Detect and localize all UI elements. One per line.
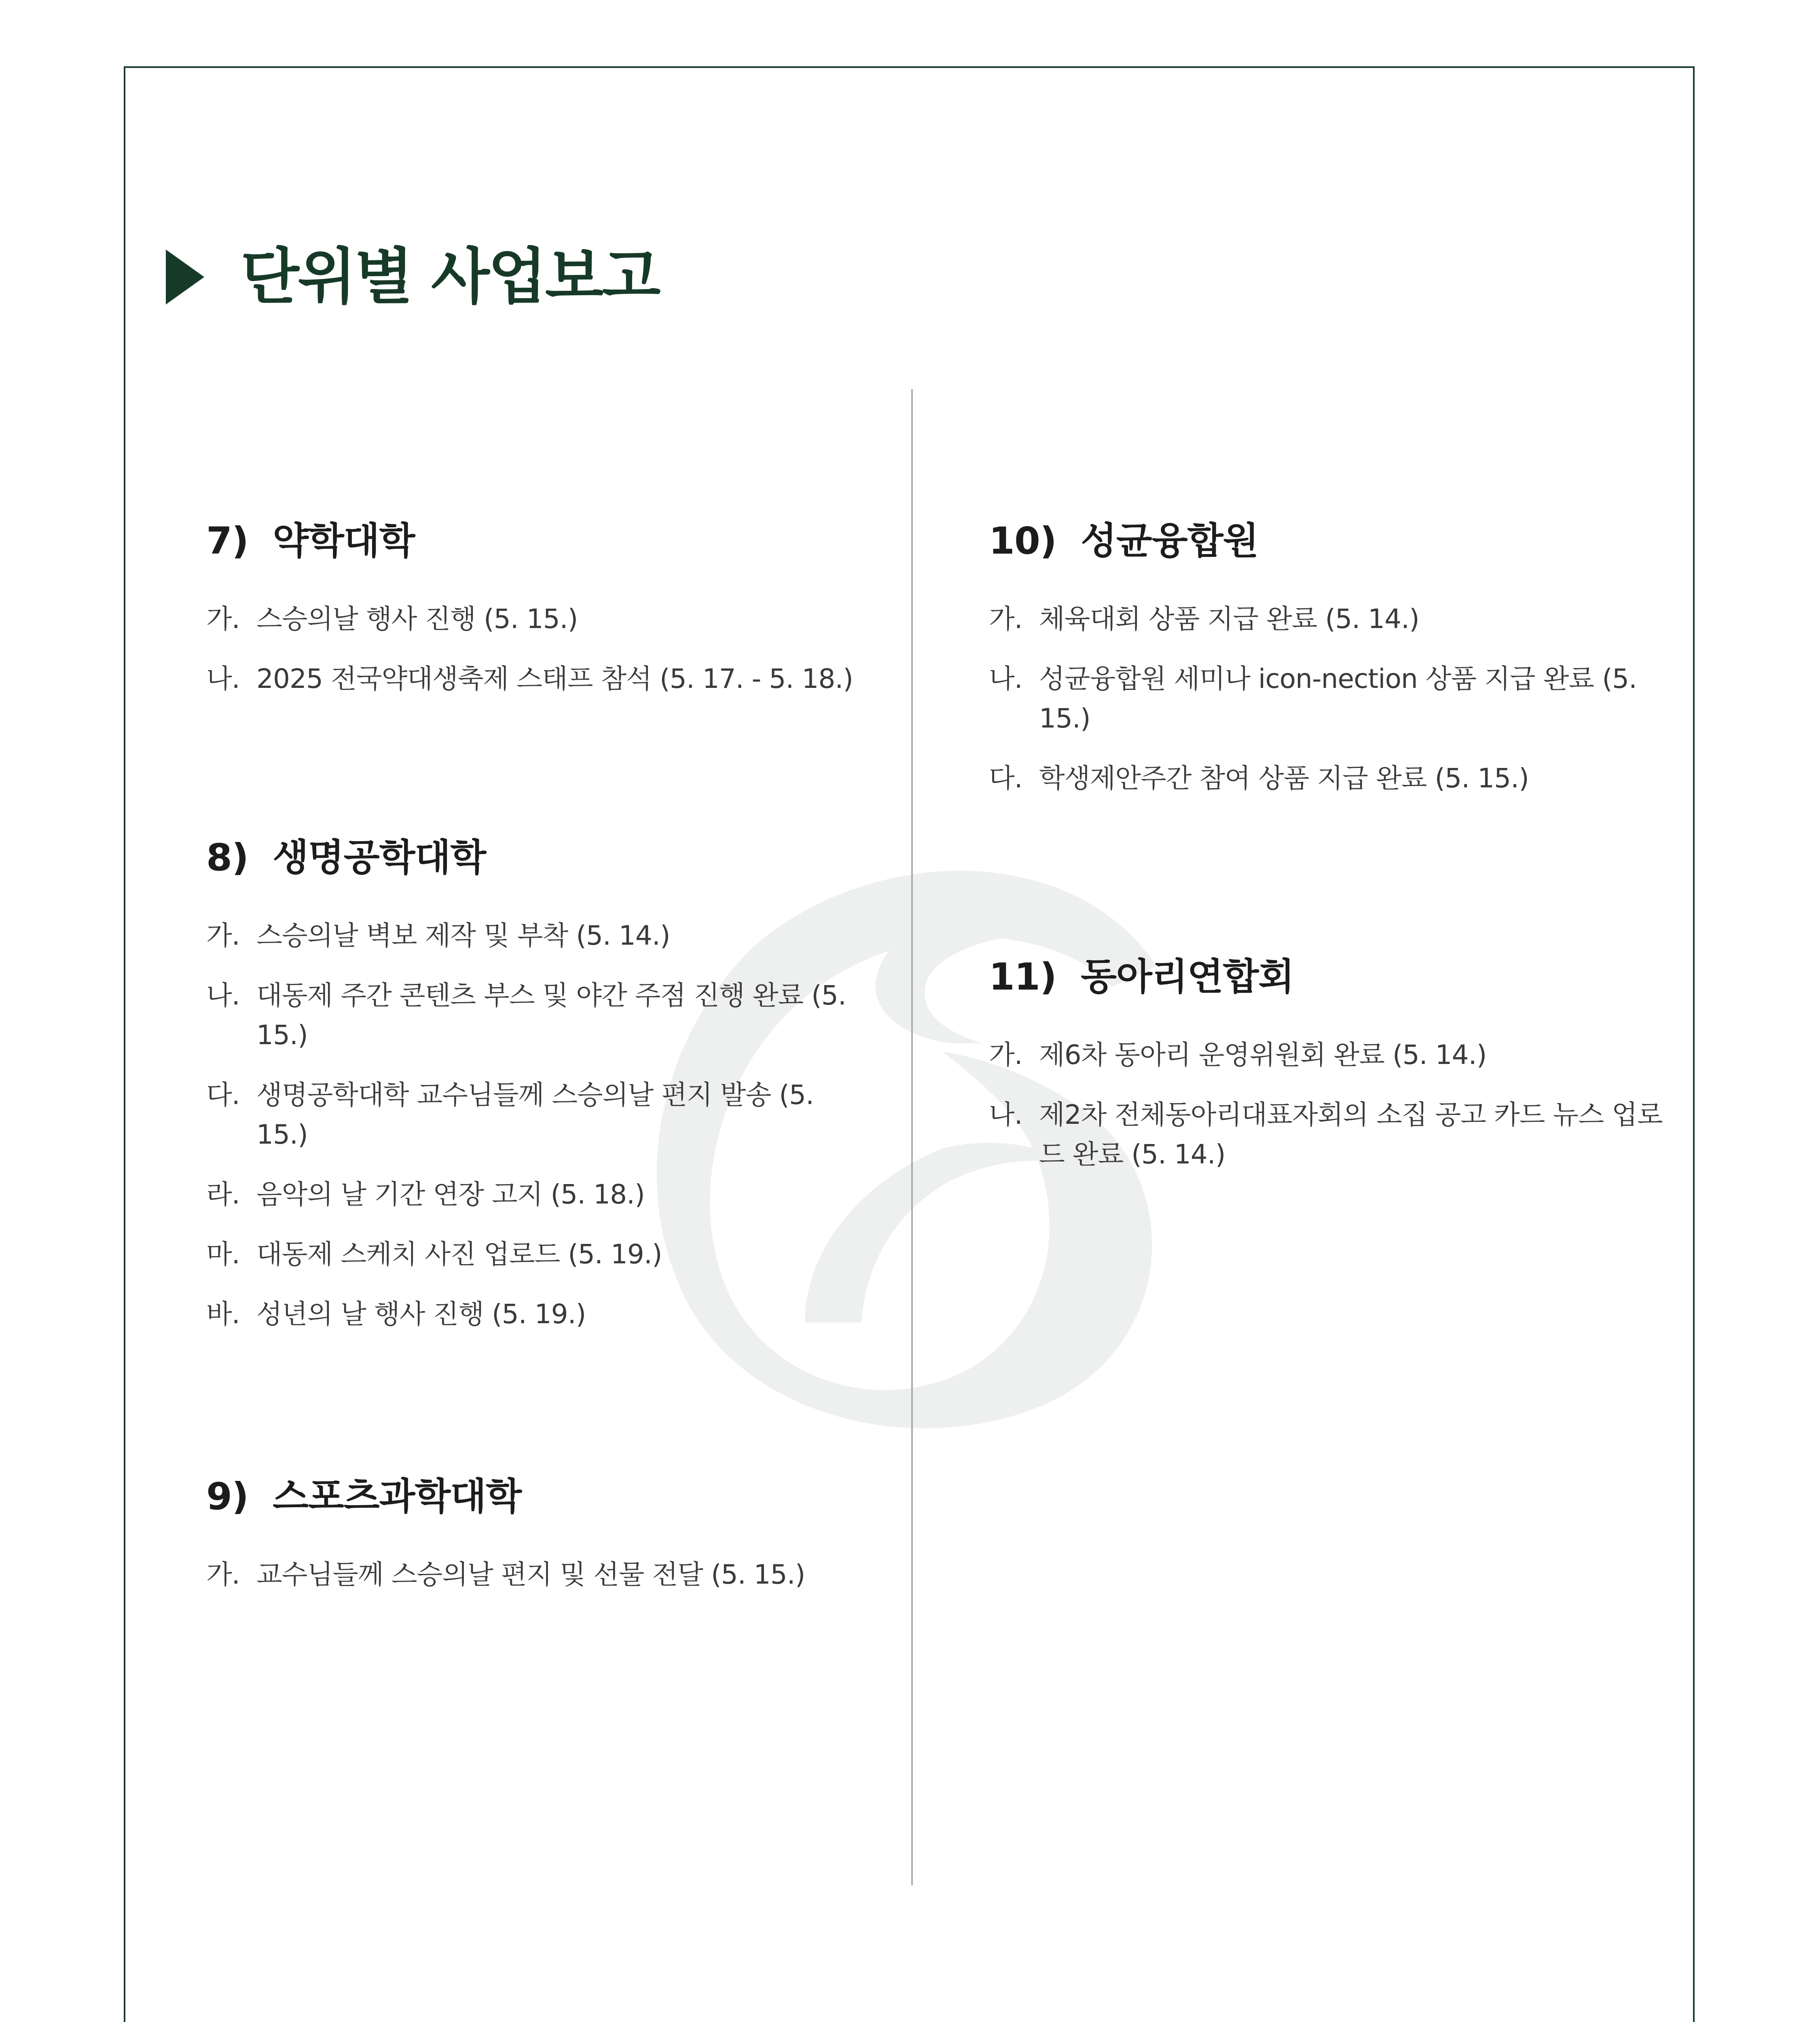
- report-group-sports-science: [206, 1475, 902, 1615]
- list-item: 가. 체육대회 상품 지급 완료 (5. 14.): [989, 603, 1419, 635]
- page-title: 단위별 사업보고: [241, 242, 659, 312]
- group-heading: 8) 생명공학대학: [206, 836, 486, 879]
- list-item: 다. 학생제안주간 참여 상품 지급 완료 (5. 15.): [989, 763, 1529, 794]
- column-divider: [911, 389, 913, 1885]
- item-list: [206, 1555, 902, 1595]
- report-group-pharmacy: [206, 519, 902, 719]
- group-heading: 10) 성균융합원: [989, 519, 1259, 563]
- list-item: 나. 2025 전국약대생축제 스태프 참석 (5. 17. - 5. 18.): [206, 663, 853, 694]
- list-item: 가. 스승의날 벽보 제작 및 부착 (5. 14.): [206, 920, 670, 951]
- report-group-club-union: [989, 955, 1668, 1195]
- list-item: 라. 음악의 날 기간 연장 고지 (5. 18.): [206, 1179, 645, 1210]
- list-item: 다. 생명공학대학 교수님들께 스승의날 편지 발송 (5. 15.): [206, 1079, 814, 1150]
- group-heading: 7) 약학대학: [206, 519, 415, 563]
- list-item: 마. 대동제 스케치 사진 업로드 (5. 19.): [206, 1239, 662, 1270]
- group-heading: 9) 스포츠과학대학: [206, 1475, 522, 1518]
- item-list: [206, 916, 861, 1334]
- list-item: 가. 스승의날 행사 진행 (5. 15.): [206, 603, 578, 635]
- item-list: [989, 599, 1668, 798]
- list-item: 가. 제6차 동아리 운영위원회 완료 (5. 14.): [989, 1039, 1487, 1070]
- list-item: 바. 성년의 날 행사 진행 (5. 19.): [206, 1299, 586, 1330]
- list-item: 나. 성균융합원 세미나 icon-nection 상품 지급 완료 (5. 15.): [989, 663, 1637, 734]
- item-list: [989, 1035, 1668, 1174]
- report-group-biotech: [206, 836, 861, 1354]
- report-group-convergence-institute: [989, 519, 1668, 819]
- list-item: 나. 대동제 주간 콘텐츠 부스 및 야간 주점 진행 완료 (5. 15.): [206, 980, 846, 1051]
- list-item: 나. 제2차 전체동아리대표자회의 소집 공고 카드 뉴스 업로드 완료 (5. 14.): [989, 1099, 1663, 1170]
- list-item: 가. 교수님들께 스승의날 편지 및 선물 전달 (5. 15.): [206, 1559, 805, 1590]
- group-heading: 11) 동아리연합회: [989, 955, 1294, 998]
- section-header: [166, 242, 659, 312]
- triangle-right-icon: [166, 250, 204, 305]
- item-list: [206, 599, 902, 699]
